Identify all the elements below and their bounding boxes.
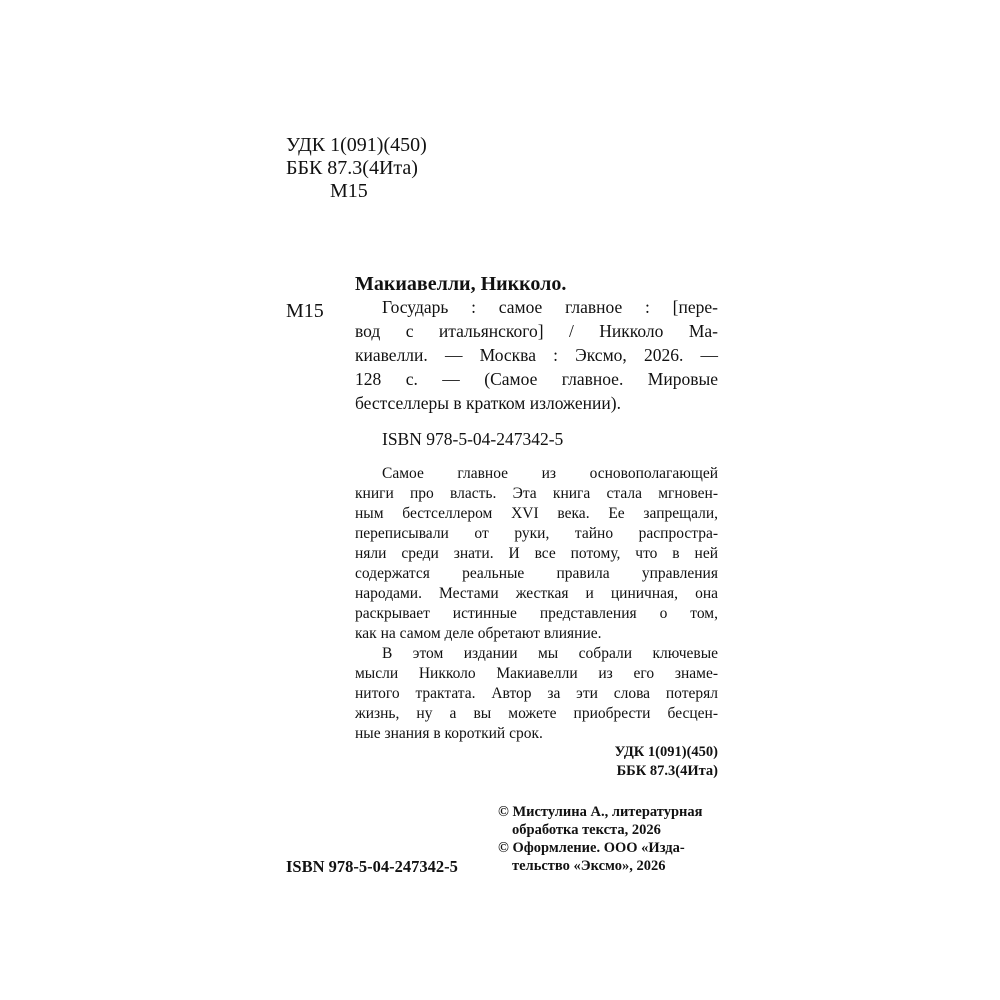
copyright-line: © Мистулина А., литературная <box>498 804 703 820</box>
summary-line: книги про власть. Эта книга стала мгновен- <box>355 485 718 502</box>
summary-line: няли среди знати. И все потому, что в ней <box>355 545 718 562</box>
summary-bbk-code: ББК 87.3(4Ита) <box>616 763 718 779</box>
summary-line: мысли Никколо Макиавелли из его знаме- <box>355 665 718 682</box>
summary-line: ным бестселлером XVI века. Ее запрещали, <box>355 505 718 522</box>
summary-line: раскрывает истинные представления о том, <box>355 605 718 622</box>
summary-line: Самое главное из основополагающей <box>382 465 718 482</box>
copyright-line: обработка текста, 2026 <box>512 822 661 838</box>
copyright-line: © Оформление. ООО «Изда- <box>498 840 685 856</box>
summary-line: народами. Местами жесткая и циничная, она <box>355 585 718 602</box>
description-line: киавелли. — Москва : Эксмо, 2026. — <box>355 345 718 365</box>
author-heading: Макиавелли, Никколо. <box>355 273 567 295</box>
summary-line: ные знания в короткий срок. <box>355 725 543 742</box>
summary-line: нитого трактата. Автор за эти слова потерял <box>355 685 718 702</box>
entry-author-mark: М15 <box>286 300 324 322</box>
summary-line: В этом издании мы собрали ключевые <box>382 645 718 662</box>
top-author-mark: М15 <box>330 180 368 202</box>
description-line: вод с итальянского] / Никколо Ма- <box>355 321 718 341</box>
top-bbk-code: ББК 87.3(4Ита) <box>286 157 418 179</box>
description-line: 128 с. — (Самое главное. Мировые <box>355 369 718 389</box>
top-udk-code: УДК 1(091)(450) <box>286 134 427 156</box>
summary-line: жизнь, ну а вы можете приобрести бесцен- <box>355 705 718 722</box>
summary-line: переписывали от руки, тайно распростра- <box>355 525 718 542</box>
description-line: Государь : самое главное : [пере- <box>382 297 718 317</box>
copyright-line: тельство «Эксмо», 2026 <box>512 858 666 874</box>
bottom-isbn: ISBN 978-5-04-247342-5 <box>286 857 458 876</box>
summary-line: содержатся реальные правила управления <box>355 565 718 582</box>
description-line: бестселлеры в кратком изложении). <box>355 393 621 413</box>
summary-udk-code: УДК 1(091)(450) <box>614 744 718 760</box>
summary-line: как на самом деле обретают влияние. <box>355 625 602 642</box>
entry-isbn: ISBN 978-5-04-247342-5 <box>382 429 564 449</box>
